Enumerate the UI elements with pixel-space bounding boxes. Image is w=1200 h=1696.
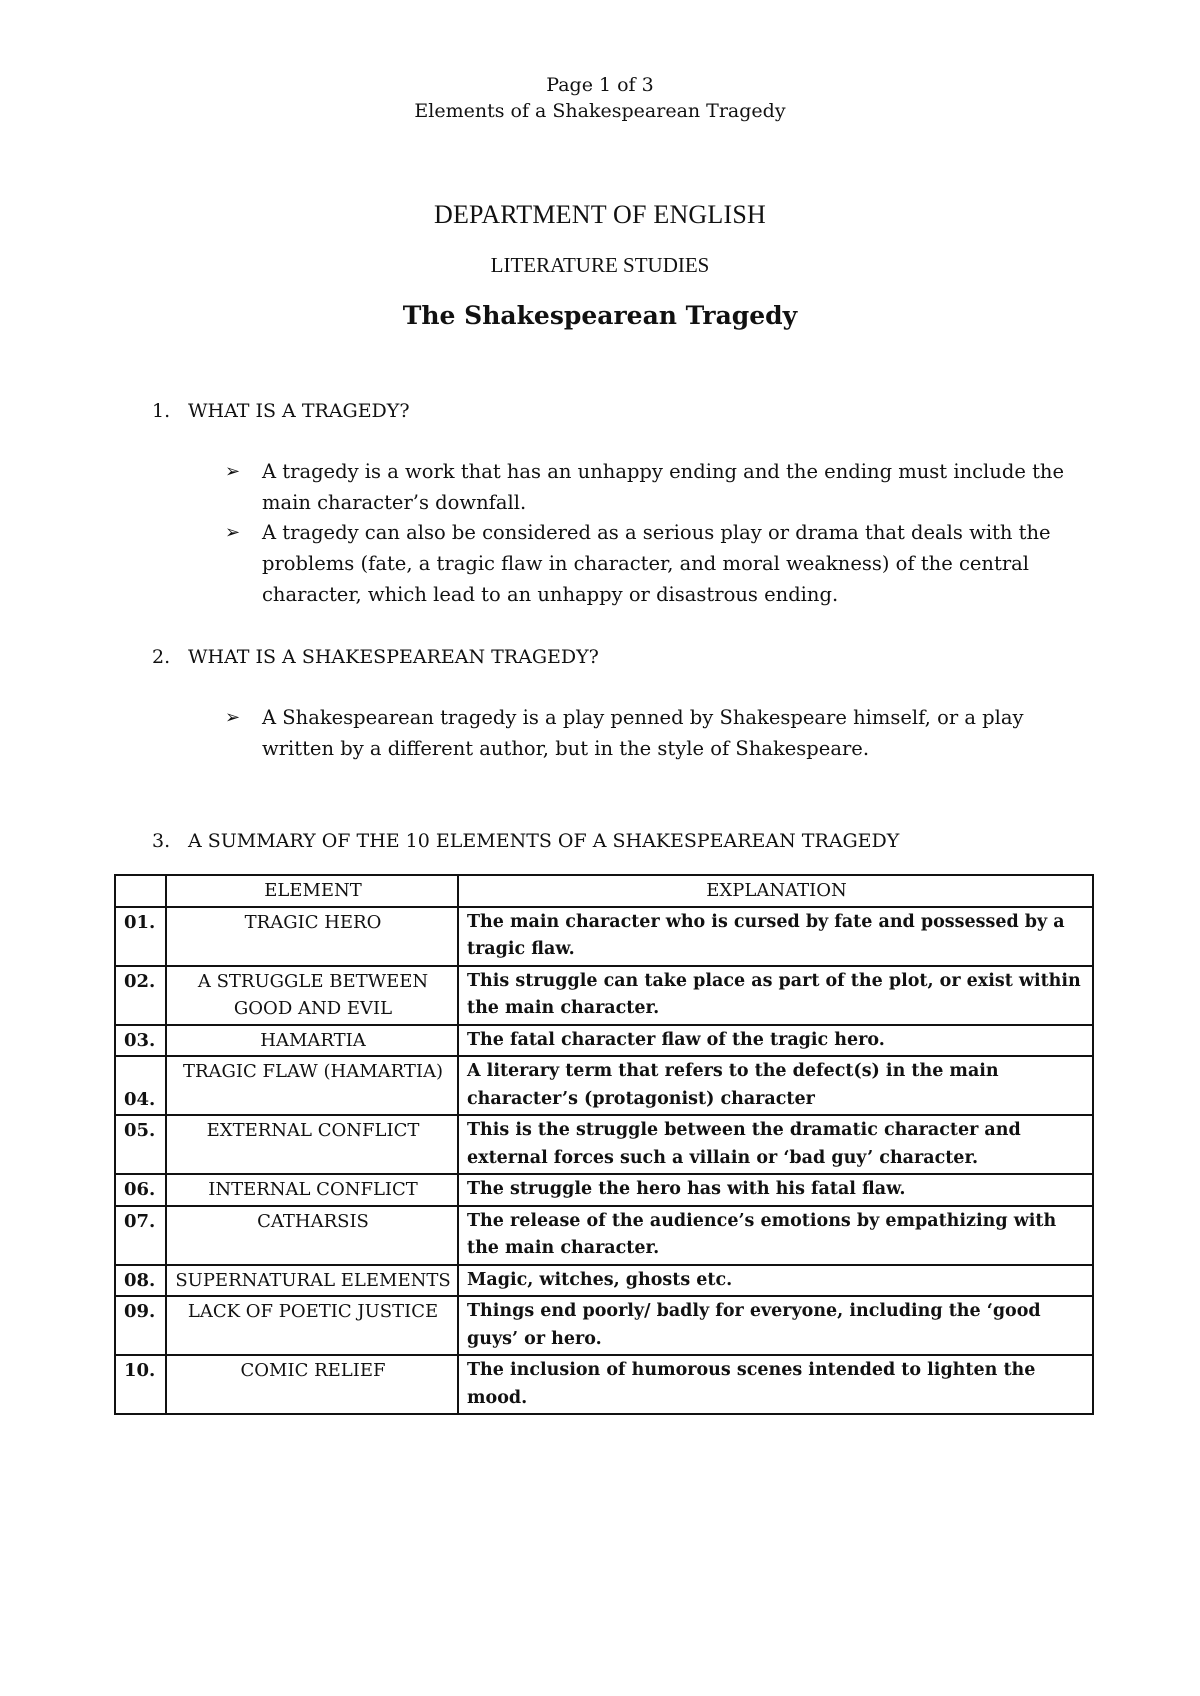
- table-row: [115, 1056, 1093, 1115]
- row-number: 09.: [115, 1296, 166, 1355]
- running-header-title: Elements of a Shakespearean Tragedy: [414, 100, 786, 122]
- bullet-item: [225, 702, 1095, 764]
- arrow-bullet-icon: ➢: [225, 522, 241, 543]
- subject-heading: LITERATURE STUDIES: [490, 253, 710, 277]
- table-row: [115, 1174, 1093, 1206]
- row-explanation: This is the struggle between the dramatic character and external forces such a villain or ‘bad guy’ character.: [458, 1115, 1093, 1174]
- section-number: 3.: [152, 830, 171, 852]
- section-heading-1: [152, 400, 410, 422]
- bullet-item: [225, 456, 1095, 518]
- row-number: 06.: [115, 1174, 166, 1206]
- row-element: TRAGIC FLAW (HAMARTIA): [166, 1056, 458, 1115]
- table-header-row: [115, 875, 1093, 907]
- row-element: SUPERNATURAL ELEMENTS: [166, 1265, 458, 1297]
- bullet-text: A tragedy is a work that has an unhappy ending and the ending must include the main character’s downfall.: [262, 460, 1065, 514]
- row-element: LACK OF POETIC JUSTICE: [166, 1296, 458, 1355]
- row-explanation: Magic, witches, ghosts etc.: [458, 1265, 1093, 1297]
- table-row: [115, 1025, 1093, 1057]
- row-explanation: The main character who is cursed by fate and possessed by a tragic flaw.: [458, 907, 1093, 966]
- bullet-text: A Shakespearean tragedy is a play penned by Shakespeare himself, or a play written by a different author, but in the style of Shakespeare.: [262, 706, 1024, 760]
- arrow-bullet-icon: ➢: [225, 707, 241, 728]
- table-row: [115, 1115, 1093, 1174]
- elements-table: [114, 874, 1094, 1415]
- row-number: 03.: [115, 1025, 166, 1057]
- row-number: 02.: [115, 966, 166, 1025]
- table-row: [115, 1355, 1093, 1414]
- row-number: 01.: [115, 907, 166, 966]
- row-explanation: A literary term that refers to the defect(s) in the main character’s (protagonist) character: [458, 1056, 1093, 1115]
- document-title: The Shakespearean Tragedy: [402, 301, 798, 330]
- row-explanation: The struggle the hero has with his fatal flaw.: [458, 1174, 1093, 1206]
- bullet-text: A tragedy can also be considered as a serious play or drama that deals with the problems (fate, a tragic flaw in character, and moral weakness) of the central character, which lead to an unhappy or disastrous ending.: [262, 521, 1051, 606]
- row-number: 05.: [115, 1115, 166, 1174]
- table-row: [115, 907, 1093, 966]
- section-title: WHAT IS A SHAKESPEAREAN TRAGEDY?: [188, 646, 599, 668]
- row-element: EXTERNAL CONFLICT: [166, 1115, 458, 1174]
- row-number: 10.: [115, 1355, 166, 1414]
- row-element: INTERNAL CONFLICT: [166, 1174, 458, 1206]
- section-title: A SUMMARY OF THE 10 ELEMENTS OF A SHAKESPEAREAN TRAGEDY: [188, 830, 900, 852]
- department-heading: DEPARTMENT OF ENGLISH: [433, 200, 766, 229]
- row-explanation: Things end poorly/ badly for everyone, including the ‘good guys’ or hero.: [458, 1296, 1093, 1355]
- page-number: Page 1 of 3: [546, 74, 654, 96]
- row-explanation: The inclusion of humorous scenes intended to lighten the mood.: [458, 1355, 1093, 1414]
- table-header-element: ELEMENT: [166, 875, 458, 907]
- row-explanation: The fatal character flaw of the tragic hero.: [458, 1025, 1093, 1057]
- table-header-explanation: EXPLANATION: [458, 875, 1093, 907]
- section-number: 1.: [152, 400, 171, 422]
- table-row: [115, 1296, 1093, 1355]
- section-heading-3: [152, 830, 899, 852]
- section-heading-2: [152, 646, 599, 668]
- table-row: [115, 1265, 1093, 1297]
- row-explanation: This struggle can take place as part of the plot, or exist within the main character.: [458, 966, 1093, 1025]
- arrow-bullet-icon: ➢: [225, 461, 241, 482]
- row-element: CATHARSIS: [166, 1206, 458, 1265]
- table-header-number: [115, 875, 166, 907]
- row-number: 07.: [115, 1206, 166, 1265]
- row-explanation: The release of the audience’s emotions by empathizing with the main character.: [458, 1206, 1093, 1265]
- row-element: A STRUGGLE BETWEEN GOOD AND EVIL: [166, 966, 458, 1025]
- row-element: TRAGIC HERO: [166, 907, 458, 966]
- table-row: [115, 966, 1093, 1025]
- bullet-item: [225, 517, 1095, 610]
- row-number: 08.: [115, 1265, 166, 1297]
- section-title: WHAT IS A TRAGEDY?: [188, 400, 410, 422]
- table-row: [115, 1206, 1093, 1265]
- row-element: COMIC RELIEF: [166, 1355, 458, 1414]
- section-number: 2.: [152, 646, 171, 668]
- row-element: HAMARTIA: [166, 1025, 458, 1057]
- row-number: 04.: [115, 1056, 166, 1115]
